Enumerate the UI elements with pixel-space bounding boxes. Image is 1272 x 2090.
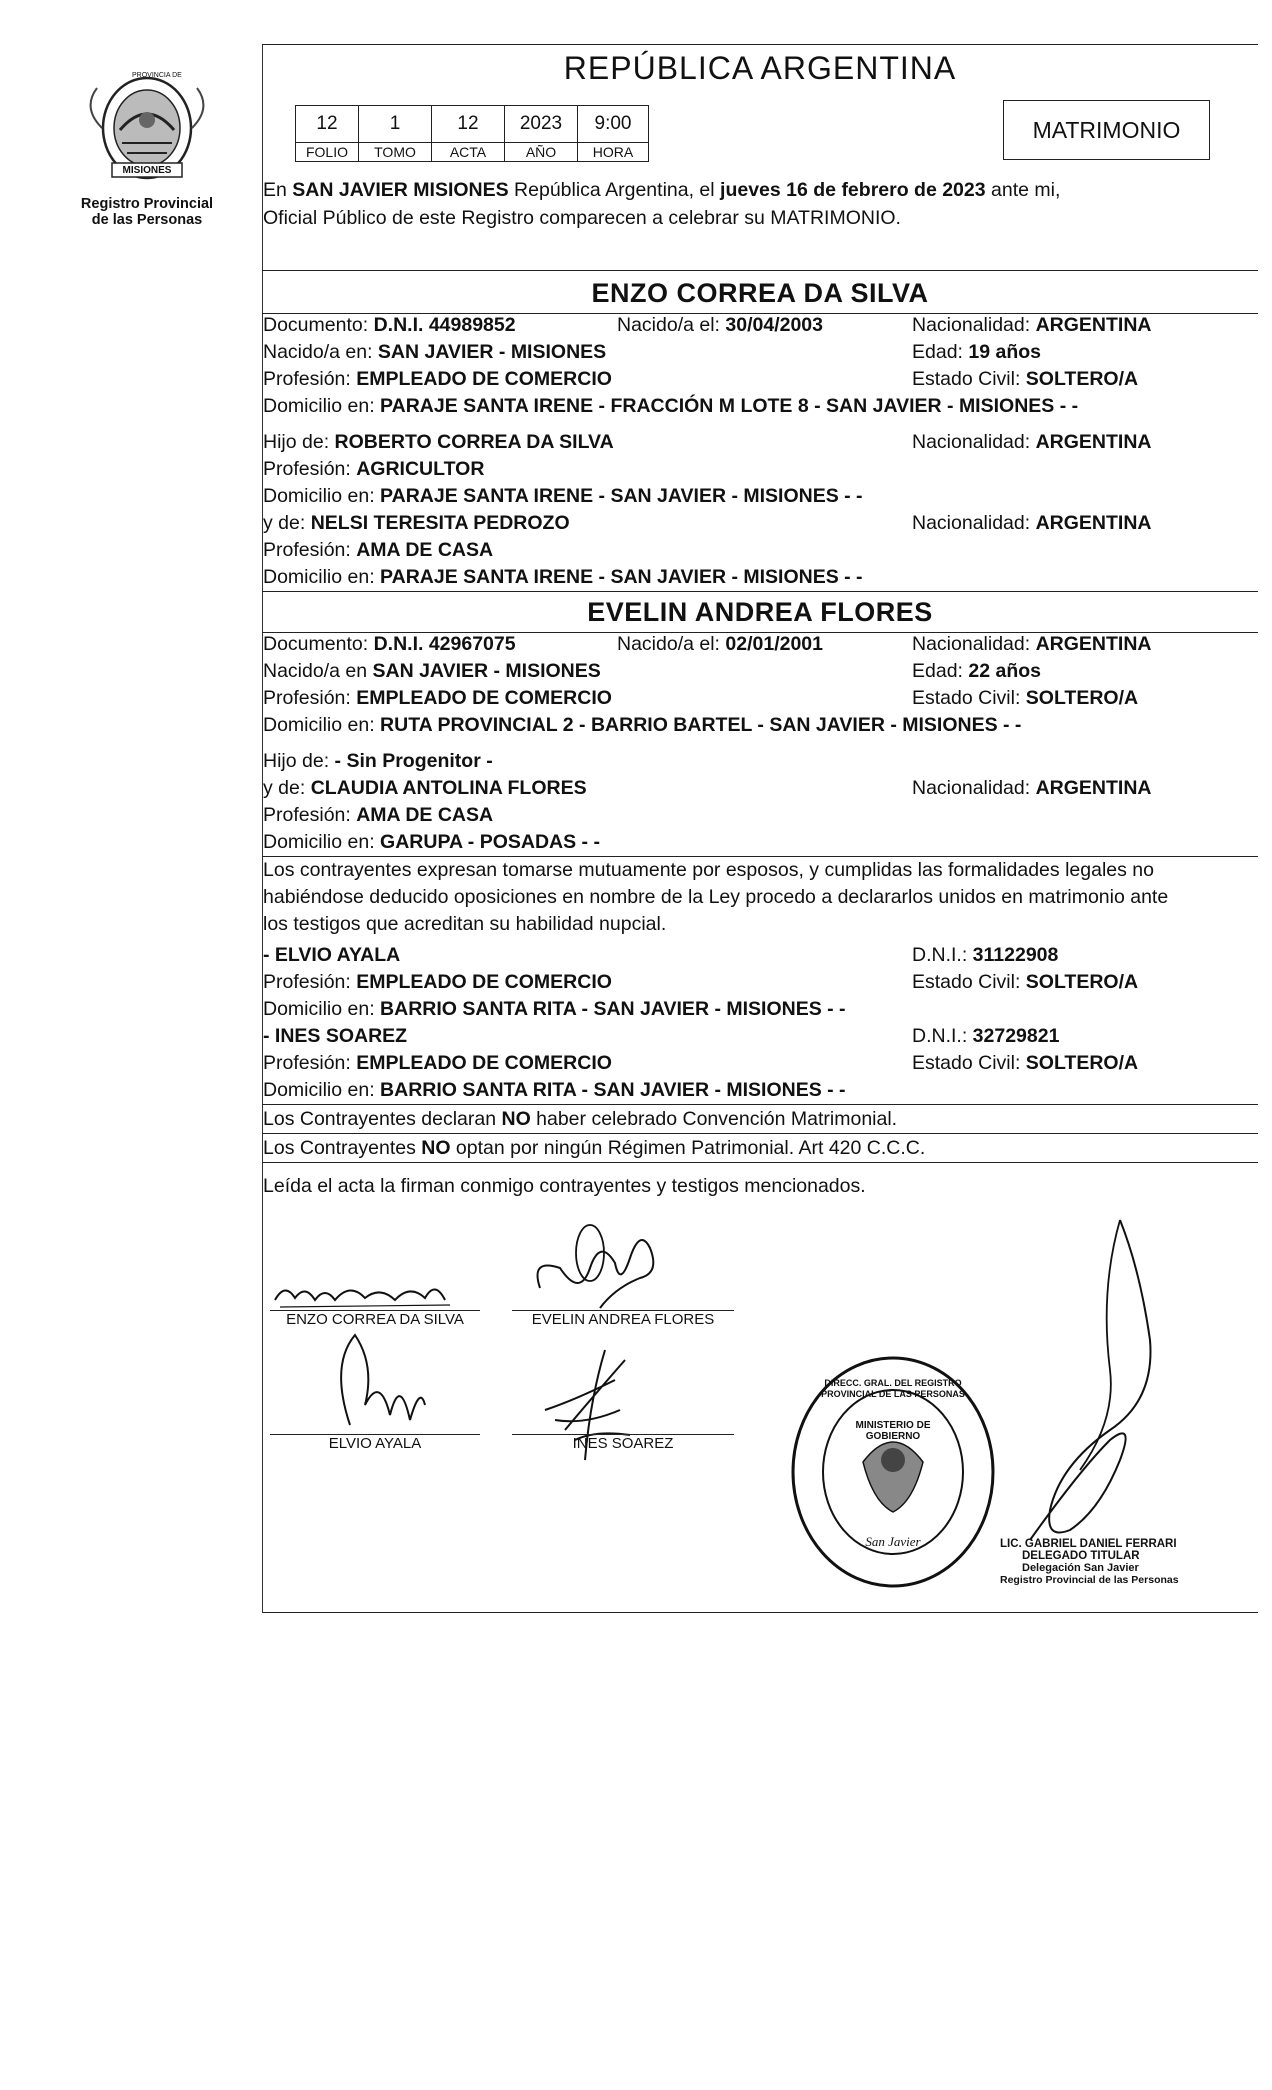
spouse2-name: EVELIN ANDREA FLORES xyxy=(587,597,933,627)
stamp-city: San Javier xyxy=(865,1534,921,1549)
intro-date: jueves 16 de febrero de 2023 xyxy=(720,179,986,201)
note-regime-a: Los Contrayentes xyxy=(263,1137,422,1159)
spouse1-job xyxy=(263,367,612,391)
act-type-box xyxy=(1003,100,1210,160)
spouse1-father xyxy=(263,430,614,454)
witness1-addr-label: Domicilio en: xyxy=(263,998,381,1020)
logo-caption-line1: Registro Provincial xyxy=(80,196,214,212)
bottom-rule xyxy=(262,1612,1258,1613)
note-regime xyxy=(263,1136,925,1160)
spouse1-civil-value: SOLTERO/A xyxy=(1025,368,1139,390)
spouse2-mother-nat-label: Nacionalidad: xyxy=(912,777,1036,799)
spouse1-doc xyxy=(263,313,516,337)
intro-text-c: ante mi, xyxy=(985,179,1061,201)
spouse2-doc xyxy=(263,632,516,656)
spouse1-addr xyxy=(263,394,1078,418)
spouse1-addr-value: PARAJE SANTA IRENE - FRACCIÓN M LOTE 8 - SAN JAVIER - MISIONES - - xyxy=(380,395,1079,417)
spouse1-nat-label: Nacionalidad: xyxy=(912,314,1036,336)
document-title: REPÚBLICA ARGENTINA xyxy=(563,50,957,86)
declaration-line3: los testigos que acreditan su habilidad nupcial. xyxy=(263,913,667,935)
spouse2-civil-label: Estado Civil: xyxy=(912,687,1026,709)
official-name: LIC. GABRIEL DANIEL FERRARI xyxy=(1000,1538,1177,1550)
spouse1-father-label: Hijo de: xyxy=(263,431,335,453)
intro-line2: Oficial Público de este Registro comparecen a celebrar su MATRIMONIO. xyxy=(263,207,901,229)
spouse1-father-nat xyxy=(912,430,1152,454)
note-regime-no: NO xyxy=(421,1137,451,1159)
spouse2-job xyxy=(263,686,612,710)
witness2-job-label: Profesión: xyxy=(263,1052,357,1074)
spouse1-age-value: 19 años xyxy=(968,341,1042,363)
spouse2-doc-label: Documento: xyxy=(263,633,374,655)
spouse2-addr xyxy=(263,713,1021,737)
spouse1-mother-value: NELSI TERESITA PEDROZO xyxy=(310,512,570,534)
spouse2-birthplace-label: Nacido/a en xyxy=(263,660,373,682)
spouse2-mother-job xyxy=(263,803,493,827)
witness1-name: - ELVIO AYALA xyxy=(263,944,401,966)
spouse2-mother-addr-label: Domicilio en: xyxy=(263,831,381,853)
witness1-addr xyxy=(263,997,846,1021)
acta-label: ACTA xyxy=(432,143,505,162)
signature-enzo-icon xyxy=(270,1272,470,1312)
intro-line1 xyxy=(263,178,1060,202)
witness1-civil xyxy=(912,970,1138,994)
spouse1-nat xyxy=(912,313,1152,337)
spouse2-nat xyxy=(912,632,1152,656)
witness1-dni-value: 31122908 xyxy=(972,944,1059,966)
hora-label: HORA xyxy=(578,143,649,162)
rule-spouse1-end xyxy=(262,591,1258,592)
spouse1-father-nat-value: ARGENTINA xyxy=(1035,431,1152,453)
spouse2-nat-label: Nacionalidad: xyxy=(912,633,1036,655)
spouse2-mother-value: CLAUDIA ANTOLINA FLORES xyxy=(310,777,587,799)
spouse2-mother-job-label: Profesión: xyxy=(263,804,357,826)
spouse1-birthplace xyxy=(263,340,606,364)
spouse1-birthplace-label: Nacido/a en: xyxy=(263,341,378,363)
spouse2-birthplace-value: SAN JAVIER - MISIONES xyxy=(372,660,601,682)
witness2-name: - INES SOAREZ xyxy=(263,1025,408,1047)
logo-caption-line2: de las Personas xyxy=(91,212,203,228)
spouse1-mother-nat-label: Nacionalidad: xyxy=(912,512,1036,534)
spouse1-father-nat-label: Nacionalidad: xyxy=(912,431,1036,453)
folio-value: 12 xyxy=(296,106,359,143)
tomo-value: 1 xyxy=(359,106,432,143)
official-stamp xyxy=(788,1352,998,1592)
spouse1-born xyxy=(617,313,823,337)
spouse1-father-job-value: AGRICULTOR xyxy=(356,458,485,480)
spouse1-mother-label: y de: xyxy=(263,512,311,534)
spouse1-addr-label: Domicilio en: xyxy=(263,395,381,417)
witness1-job-label: Profesión: xyxy=(263,971,357,993)
spouse1-job-label: Profesión: xyxy=(263,368,357,390)
rule-note1 xyxy=(262,1133,1258,1134)
spouse2-job-value: EMPLEADO DE COMERCIO xyxy=(356,687,612,709)
spouse1-mother-job-value: AMA DE CASA xyxy=(356,539,494,561)
tomo-label: TOMO xyxy=(359,143,432,162)
spouse1-mother-nat xyxy=(912,511,1152,535)
spouse2-civil xyxy=(912,686,1138,710)
note-read: Leída el acta la firman conmigo contrayentes y testigos mencionados. xyxy=(263,1175,866,1197)
official-block xyxy=(1000,1538,1220,1586)
spouse1-father-value: ROBERTO CORREA DA SILVA xyxy=(334,431,614,453)
spouse1-name: ENZO CORREA DA SILVA xyxy=(591,278,929,308)
spouse1-civil-label: Estado Civil: xyxy=(912,368,1026,390)
witness1-dni-label: D.N.I.: xyxy=(912,944,973,966)
spouse1-father-addr-label: Domicilio en: xyxy=(263,485,381,507)
spouse2-mother xyxy=(263,776,587,800)
spouse2-nat-value: ARGENTINA xyxy=(1035,633,1152,655)
official-role: DELEGADO TITULAR xyxy=(1022,1550,1140,1562)
registry-logo xyxy=(72,68,222,228)
spouse1-nat-value: ARGENTINA xyxy=(1035,314,1152,336)
act-type: MATRIMONIO xyxy=(1032,116,1181,143)
witness2-job xyxy=(263,1051,612,1075)
witness2-addr xyxy=(263,1078,846,1102)
top-rule xyxy=(262,44,1258,45)
witness1-civil-value: SOLTERO/A xyxy=(1025,971,1139,993)
declaration-line2: habiéndose deducido oposiciones en nombre de la Ley procedo a declararlos unidos en matrimonio ante xyxy=(263,886,1169,908)
spouse2-age-label: Edad: xyxy=(912,660,969,682)
spouse2-job-label: Profesión: xyxy=(263,687,357,709)
spouse2-mother-job-value: AMA DE CASA xyxy=(356,804,494,826)
spouse2-addr-value: RUTA PROVINCIAL 2 - BARRIO BARTEL - SAN JAVIER - MISIONES - - xyxy=(380,714,1022,736)
spouse1-born-label: Nacido/a el: xyxy=(617,314,726,336)
spouse2-father-value: - Sin Progenitor - xyxy=(334,750,493,772)
official-office: Delegación San Javier xyxy=(1022,1562,1139,1574)
official-signature-icon xyxy=(990,1210,1180,1570)
spouse1-father-job-label: Profesión: xyxy=(263,458,357,480)
note-convention-no: NO xyxy=(501,1108,531,1130)
stamp-inner-text: MINISTERIO DE GOBIERNO xyxy=(855,1420,931,1442)
spouse2-born-value: 02/01/2001 xyxy=(725,633,824,655)
ano-value: 2023 xyxy=(505,106,578,143)
witness2-dni xyxy=(912,1024,1059,1048)
witness1-job-value: EMPLEADO DE COMERCIO xyxy=(356,971,612,993)
intro-text-a: En xyxy=(263,179,293,201)
spouse1-mother-addr-value: PARAJE SANTA IRENE - SAN JAVIER - MISIONES - - xyxy=(380,566,863,588)
rule-intro xyxy=(262,270,1258,271)
witness2-civil xyxy=(912,1051,1138,1075)
signature-elvio-icon xyxy=(330,1325,440,1435)
witness2-addr-label: Domicilio en: xyxy=(263,1079,381,1101)
witness2-job-value: EMPLEADO DE COMERCIO xyxy=(356,1052,612,1074)
rule-note2 xyxy=(262,1162,1258,1163)
seal-text-top: PROVINCIA DE xyxy=(132,72,182,79)
spouse2-born-label: Nacido/a el: xyxy=(617,633,726,655)
intro-place: SAN JAVIER MISIONES xyxy=(292,179,509,201)
intro-text-b: República Argentina, el xyxy=(508,179,721,201)
rule-spouse2-end xyxy=(262,856,1258,857)
spouse2-mother-addr-value: GARUPA - POSADAS - - xyxy=(380,831,600,853)
witness2-dni-label: D.N.I.: xyxy=(912,1025,973,1047)
spouse2-civil-value: SOLTERO/A xyxy=(1025,687,1139,709)
witness1-addr-value: BARRIO SANTA RITA - SAN JAVIER - MISIONES - - xyxy=(380,998,846,1020)
spouse1-civil xyxy=(912,367,1138,391)
stamp-ring-text: DIRECC. GRAL. DEL REGISTRO PROVINCIAL DE LAS PERSONAS xyxy=(821,1378,965,1399)
ano-label: AÑO xyxy=(505,143,578,162)
witness2-civil-label: Estado Civil: xyxy=(912,1052,1026,1074)
signature-name-3: ELVIO AYALA xyxy=(328,1435,422,1452)
spouse1-mother-nat-value: ARGENTINA xyxy=(1035,512,1152,534)
signature-name-1: ENZO CORREA DA SILVA xyxy=(286,1311,464,1328)
note-convention-b: haber celebrado Convención Matrimonial. xyxy=(530,1108,898,1130)
witness2-addr-value: BARRIO SANTA RITA - SAN JAVIER - MISIONES - - xyxy=(380,1079,846,1101)
spouse1-mother-addr-label: Domicilio en: xyxy=(263,566,381,588)
spouse2-addr-label: Domicilio en: xyxy=(263,714,381,736)
seal-text-bottom: MISIONES xyxy=(122,165,172,176)
note-convention-a: Los Contrayentes declaran xyxy=(263,1108,502,1130)
spouse1-father-job xyxy=(263,457,484,481)
spouse2-doc-value: D.N.I. 42967075 xyxy=(373,633,516,655)
spouse1-father-addr xyxy=(263,484,863,508)
witness2-dni-value: 32729821 xyxy=(972,1025,1060,1047)
spouse2-birthplace xyxy=(263,659,601,683)
witness1-job xyxy=(263,970,612,994)
spouse1-mother-job-label: Profesión: xyxy=(263,539,357,561)
spouse2-mother-addr xyxy=(263,830,600,854)
witness2-civil-value: SOLTERO/A xyxy=(1025,1052,1139,1074)
spouse1-father-addr-value: PARAJE SANTA IRENE - SAN JAVIER - MISIONES - - xyxy=(380,485,863,507)
declaration-line1: Los contrayentes expresan tomarse mutuamente por esposos, y cumplidas las formalidades legales no xyxy=(263,859,1154,881)
spouse1-doc-value: D.N.I. 44989852 xyxy=(373,314,516,336)
spouse2-age xyxy=(912,659,1041,683)
spouse2-born xyxy=(617,632,823,656)
signature-name-2: EVELIN ANDREA FLORES xyxy=(531,1311,715,1328)
signature-name-4: INES SOAREZ xyxy=(572,1435,674,1452)
spouse1-mother xyxy=(263,511,570,535)
spouse2-mother-nat-value: ARGENTINA xyxy=(1035,777,1152,799)
spouse1-mother-job xyxy=(263,538,493,562)
witness1-civil-label: Estado Civil: xyxy=(912,971,1026,993)
spouse1-born-value: 30/04/2003 xyxy=(725,314,824,336)
note-convention xyxy=(263,1107,897,1131)
spouse2-mother-nat xyxy=(912,776,1152,800)
spouse2-age-value: 22 años xyxy=(968,660,1042,682)
registry-table xyxy=(295,105,649,162)
spouse1-mother-addr xyxy=(263,565,863,589)
spouse2-father-label: Hijo de: xyxy=(263,750,335,772)
spouse1-age-label: Edad: xyxy=(912,341,969,363)
witness1-dni xyxy=(912,943,1058,967)
acta-value: 12 xyxy=(432,106,505,143)
spouse1-job-value: EMPLEADO DE COMERCIO xyxy=(356,368,612,390)
spouse1-doc-label: Documento: xyxy=(263,314,374,336)
spouse1-age xyxy=(912,340,1041,364)
spouse2-mother-label: y de: xyxy=(263,777,311,799)
spouse2-father xyxy=(263,749,493,773)
note-regime-b: optan por ningún Régimen Patrimonial. Art 420 C.C.C. xyxy=(450,1137,926,1159)
spouse1-birthplace-value: SAN JAVIER - MISIONES xyxy=(377,341,607,363)
rule-witnesses-end xyxy=(262,1104,1258,1105)
official-org: Registro Provincial de las Personas xyxy=(1000,1574,1179,1586)
hora-value: 9:00 xyxy=(578,106,649,143)
folio-label: FOLIO xyxy=(296,143,359,162)
